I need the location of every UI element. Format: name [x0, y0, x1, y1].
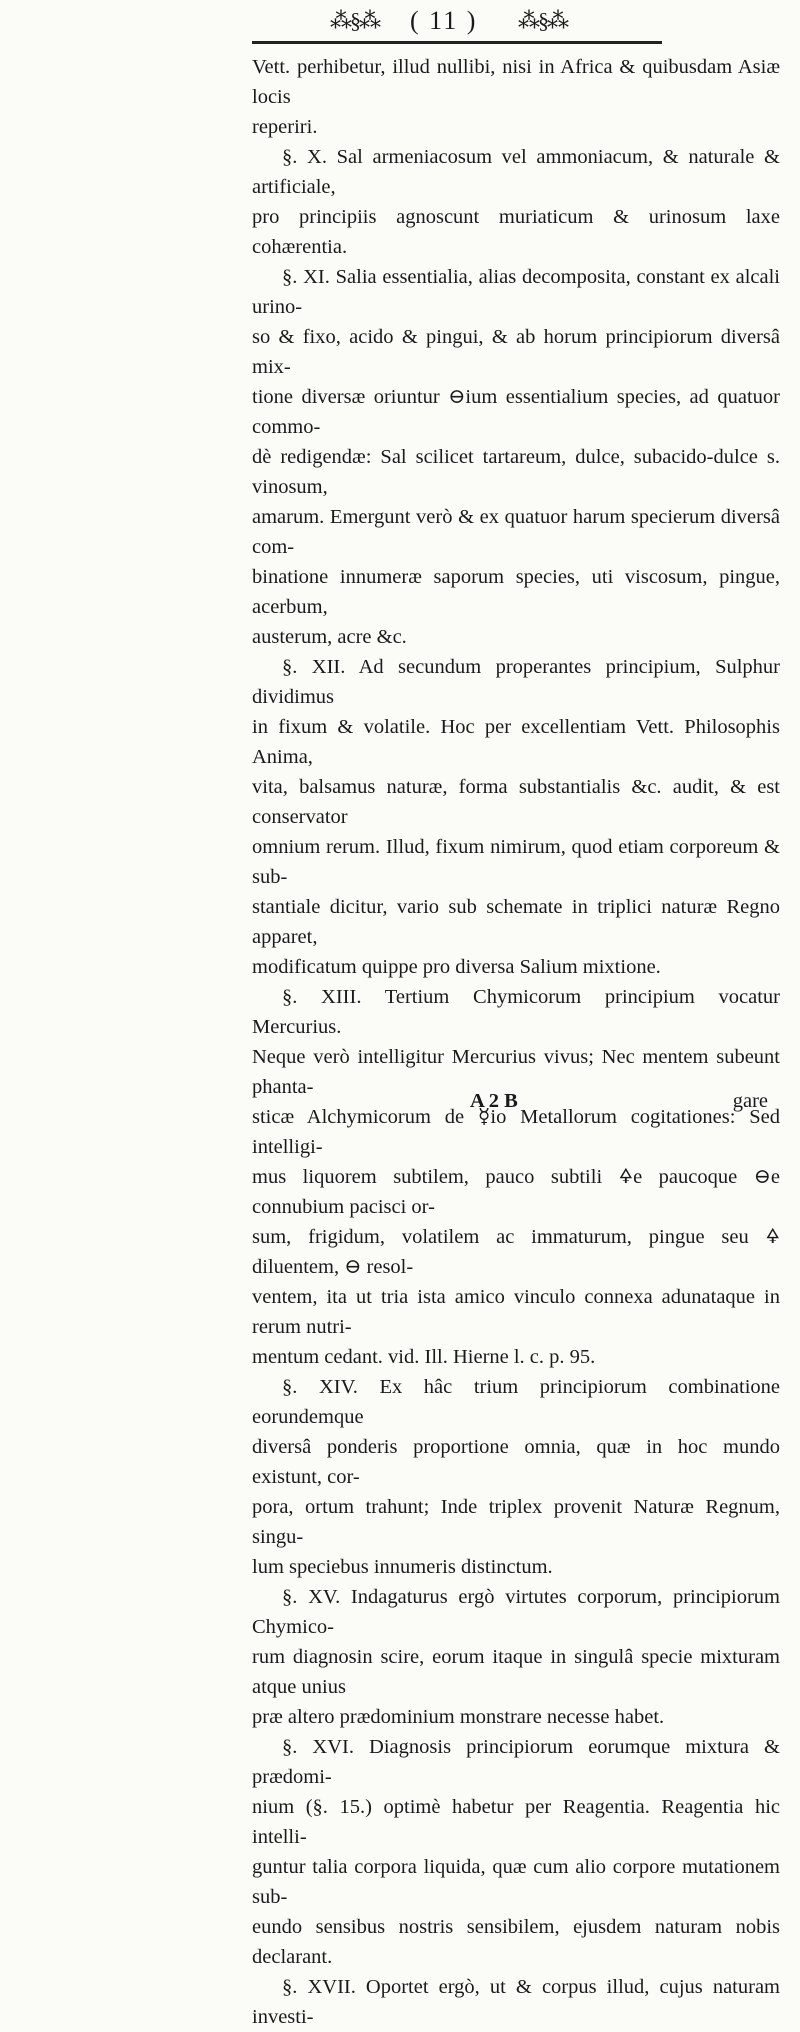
text-line: Vett. perhibetur, illud nullibi, nisi in Africa & quibusdam Asiæ locis: [252, 56, 780, 108]
text-line: diversâ ponderis proportione omnia, quæ in hoc mundo existunt, cor-: [252, 1436, 780, 1488]
paragraph-xiv: §. XIV. Ex hâc trium principiorum combinatione eorundemque: [252, 1376, 780, 1428]
catchword: gare: [732, 1090, 768, 1112]
page-number: ( 11 ): [410, 6, 478, 35]
text-line: rum diagnosin scire, eorum itaque in singulâ specie mixturam atque unius: [252, 1646, 780, 1698]
text-line: omnium rerum. Illud, fixum nimirum, quod etiam corporeum & sub-: [252, 836, 780, 888]
text-line: ventem, ita ut tria ista amico vinculo connexa adunataque in rerum nutri-: [252, 1286, 780, 1338]
text-line: so & fixo, acido & pingui, & ab horum principiorum diversâ mix-: [252, 326, 780, 378]
text-line: vita, balsamus naturæ, forma substantialis &c. audit, & est conservator: [252, 776, 780, 828]
paragraph-xvii: §. XVII. Oportet ergò, ut & corpus illud, cujus naturam investi-: [252, 1976, 780, 2028]
ornament-right: ⁂§⁂: [518, 8, 567, 33]
text-line: sum, frigidum, volatilem ac immaturum, pingue seu 🜍 diluentem, ⊖ resol-: [252, 1226, 780, 1278]
body-text: [252, 52, 780, 2032]
text-line: in fixum & volatile. Hoc per excellentiam Vett. Philosophis Anima,: [252, 716, 780, 768]
text-line: pora, ortum trahunt; Inde triplex provenit Naturæ Regnum, singu-: [252, 1496, 780, 1548]
page-footer: [252, 1090, 780, 1120]
header-rule: [252, 41, 662, 44]
text-line: præ altero prædominium monstrare necesse habet.: [252, 1706, 665, 1728]
paragraph-xiii: §. XIII. Tertium Chymicorum principium vocatur Mercurius.: [252, 986, 780, 1038]
text-line: stantiale dicitur, vario sub schemate in triplici naturæ Regno apparet,: [252, 896, 780, 948]
text-line: austerum, acre &c.: [252, 626, 407, 648]
paragraph-xv: §. XV. Indagaturus ergò virtutes corporum, principiorum Chymico-: [252, 1586, 780, 1638]
paragraph-xvi: §. XVI. Diagnosis principiorum eorumque mixtura & prædomi-: [252, 1736, 780, 1788]
text-line: reperiri.: [252, 116, 318, 138]
text-line: eundo sensibus nostris sensibilem, ejusdem naturam nobis declarant.: [252, 1916, 780, 1968]
ornament-left: ⁂§⁂: [330, 8, 379, 33]
page-header: [0, 0, 800, 48]
text-line: guntur talia corpora liquida, quæ cum alio corpore mutationem sub-: [252, 1856, 780, 1908]
paragraph-xi: §. XI. Salia essentialia, alias decomposita, constant ex alcali urino-: [252, 266, 780, 318]
text-line: mentum cedant. vid. Ill. Hierne l. c. p. 95.: [252, 1346, 596, 1368]
text-line: lum speciebus innumeris distinctum.: [252, 1556, 553, 1578]
text-line: pro principiis agnoscunt muriaticum & urinosum laxe cohærentia.: [252, 206, 780, 258]
text-line: nium (§. 15.) optimè habetur per Reagentia. Reagentia hic intelli-: [252, 1796, 780, 1848]
text-line: modificatum quippe pro diversa Salium mixtione.: [252, 956, 661, 978]
text-line: Neque verò intelligitur Mercurius vivus; Nec mentem subeunt phanta-: [252, 1046, 780, 1098]
text-line: tione diversæ oriuntur ⊖ium essentialium species, ad quatuor commo-: [252, 386, 780, 438]
text-line: dè redigendæ: Sal scilicet tartareum, dulce, subacido-dulce s. vinosum,: [252, 446, 780, 498]
paragraph-x: §. X. Sal armeniacosum vel ammoniacum, & naturale & artificiale,: [252, 146, 780, 198]
text-line: mus liquorem subtilem, pauco subtili 🜍e paucoque ⊖e connubium pacisci or-: [252, 1166, 780, 1218]
text-line: amarum. Emergunt verò & ex quatuor harum specierum diversâ com-: [252, 506, 780, 558]
text-line: sticæ Alchymicorum de ☿io Metallorum cogitationes: Sed intelligi-: [252, 1106, 780, 1158]
paragraph-xii: §. XII. Ad secundum properantes principium, Sulphur dividimus: [252, 656, 780, 708]
signature-mark: A 2 B: [470, 1090, 518, 1112]
text-line: binatione innumeræ saporum species, uti viscosum, pingue, acerbum,: [252, 566, 780, 618]
